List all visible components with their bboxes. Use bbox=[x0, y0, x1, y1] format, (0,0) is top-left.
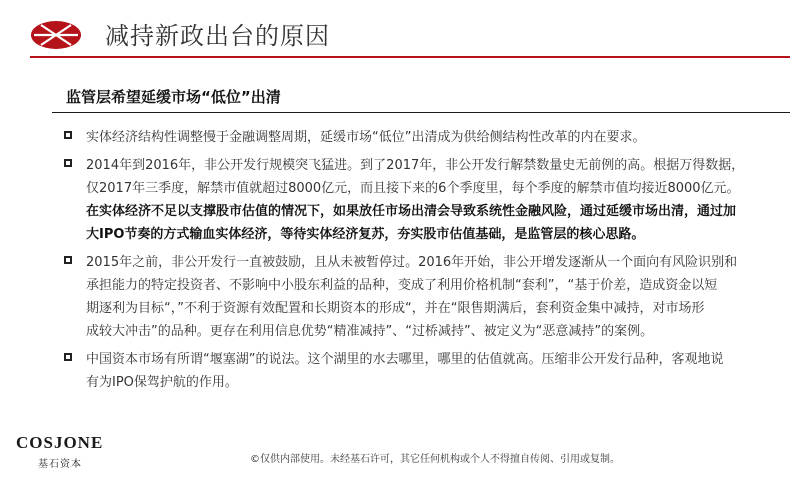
slide-header bbox=[0, 0, 811, 70]
square-bullet-icon bbox=[64, 131, 72, 139]
bullet-item bbox=[58, 251, 798, 343]
square-bullet-icon bbox=[64, 256, 72, 264]
bullet-text-line: 有为IPO保驾护航的作用。 bbox=[86, 375, 238, 390]
company-logo bbox=[16, 433, 126, 473]
page-title: 减持新政出台的原因 bbox=[105, 22, 330, 50]
brand-name-cn: 基石资本 bbox=[38, 459, 82, 470]
bullet-item bbox=[58, 126, 798, 149]
bullet-emphasis-line: 大IPO节奏的方式输血实体经济，等待实体经济复苏，夯实股市估值基础，是监管层的核心思路。 bbox=[86, 227, 645, 242]
bullet-text-line: 中国资本市场有所谓“堰塞湖”的说法。这个湖里的水去哪里，哪里的估值就高。压缩非公开发行品种，客观地说 bbox=[86, 352, 724, 367]
bullet-text-line: 2014年到2016年，非公开发行规模突飞猛进。到了2017年，非公开发行解禁数量史无前例的高。根据万得数据， bbox=[86, 158, 745, 173]
brand-name-en: COSJONE bbox=[16, 433, 104, 452]
bullet-text-line: 仅2017年三季度，解禁市值就超过8000亿元，而且接下来的6个季度里，每个季度的解禁市值均接近8000亿元。 bbox=[86, 181, 740, 196]
square-bullet-icon bbox=[64, 353, 72, 361]
square-bullet-icon bbox=[64, 159, 72, 167]
bullet-emphasis-line: 在实体经济不足以支撑股市估值的情况下，如果放任市场出清会导致系统性金融风险，通过延缓市场出清，通过加 bbox=[86, 204, 737, 219]
subtitle-divider bbox=[52, 112, 790, 113]
bullet-text-line: 实体经济结构性调整慢于金融调整周期，延缓市场“低位”出清成为供给侧结构性改革的内在要求。 bbox=[86, 130, 646, 145]
bullet-item bbox=[58, 348, 798, 394]
bullet-text-line: 期逐利为目标“，”不利于资源有效配置和长期资本的形成“，并在“限售期满后，套利资金集中减持，对市场形 bbox=[86, 301, 705, 316]
confidentiality-note: ©仅供内部使用。未经基石许可，其它任何机构或个人不得擅自传阅、引用或复制。 bbox=[250, 454, 620, 465]
section-subtitle: 监管层希望延缓市场“低位”出清 bbox=[66, 88, 281, 106]
bullet-item bbox=[58, 154, 798, 246]
bullet-text-line: 2015年之前，非公开发行一直被鼓励，且从未被暂停过。2016年开始，非公开增发逐渐从一个面向有风险识别和 bbox=[86, 255, 738, 270]
header-divider bbox=[30, 56, 790, 58]
bullet-text-line: 承担能力的特定投资者、不影响中小股东利益的品种，变成了利用价格机制“套利”，“基于价差，造成资金以短 bbox=[86, 278, 718, 293]
bullet-list bbox=[58, 126, 798, 399]
red-oval-emblem-icon bbox=[30, 20, 82, 50]
bullet-text-line: 成较大冲击”的品种。更存在利用信息优势“精准减持”、“过桥减持”、被定义为“恶意减持”的案例。 bbox=[86, 324, 654, 339]
